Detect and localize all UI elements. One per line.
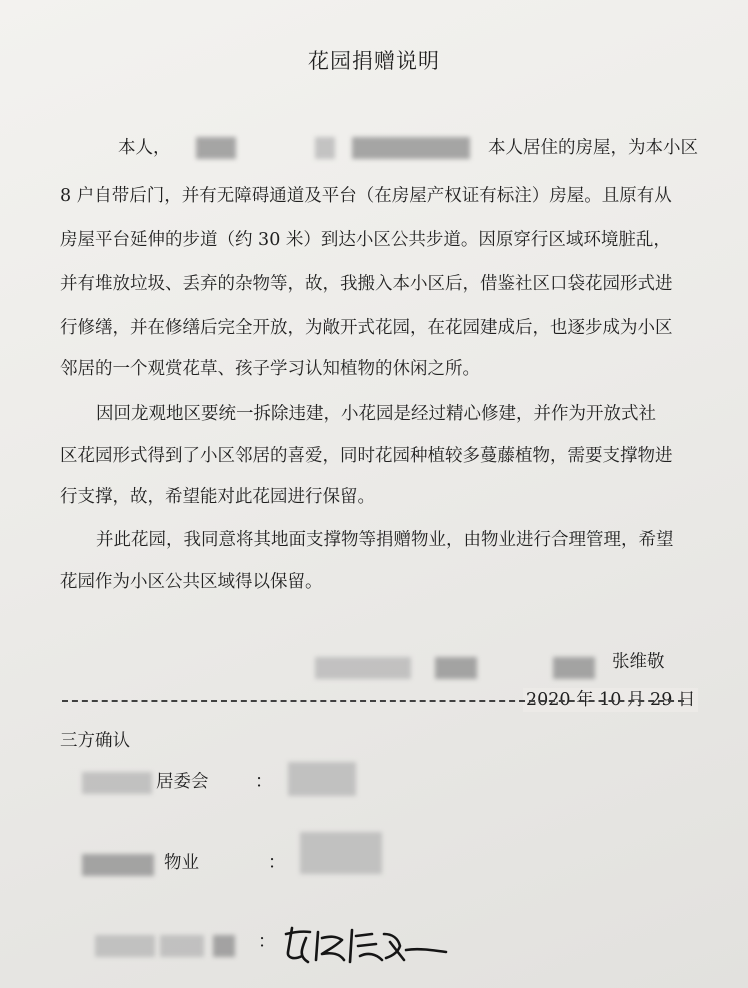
document-title: 花园捐赠说明 <box>308 49 440 73</box>
redacted-block <box>352 137 470 159</box>
party-committee-label: 居委会 <box>156 772 209 792</box>
paragraph-2-line-3: 行支撑，故，希望能对此花园进行保留。 <box>60 487 375 507</box>
colon: ： <box>258 932 276 952</box>
colon: ： <box>255 772 273 792</box>
paragraph-1-line-4: 并有堆放垃圾、丢弃的杂物等，故，我搬入本小区后，借鉴社区口袋花园形式进 <box>60 274 673 294</box>
paragraph-3-line-2: 花园作为小区公共区域得以保留。 <box>60 572 323 592</box>
redacted-block <box>196 137 236 159</box>
redacted-block <box>435 657 477 679</box>
redacted-block <box>82 854 154 876</box>
signer-name: 张维敬 <box>612 652 665 672</box>
handwritten-signature-icon <box>272 922 452 970</box>
colon: ： <box>268 853 286 873</box>
redacted-block <box>95 935 155 957</box>
redacted-block <box>315 137 335 159</box>
redacted-block <box>160 935 204 957</box>
paragraph-1-line-3: 房屋平台延伸的步道（约 30 米）到达小区公共步道。因原穿行区域环境脏乱， <box>60 230 671 250</box>
redacted-block <box>553 657 595 679</box>
party-property-label: 物业 <box>164 853 199 873</box>
redacted-block <box>82 772 152 794</box>
confirm-title: 三方确认 <box>60 731 130 751</box>
paragraph-1-line-1b: 本人居住的房屋，为本小区 <box>488 138 698 158</box>
paragraph-1-line-2: 8 户自带后门，并有无障碍通道及平台（在房屋产权证有标注）房屋。且原有从 <box>60 186 672 206</box>
redacted-signature <box>300 832 382 874</box>
redacted-block <box>315 657 411 679</box>
paragraph-3-line-1: 并此花园，我同意将其地面支撑物等捐赠物业，由物业进行合理管理，希望 <box>96 530 674 550</box>
paragraph-1-line-5: 行修缮，并在修缮后完全开放，为敞开式花园，在花园建成后，也逐步成为小区 <box>60 318 673 338</box>
dashed-divider <box>62 700 684 702</box>
redacted-block <box>213 935 235 957</box>
signature-date: 2020 年 10 月 29 日 <box>523 688 698 712</box>
paragraph-1-line-6: 邻居的一个观赏花草、孩子学习认知植物的休闲之所。 <box>60 359 480 379</box>
paragraph-2-line-2: 区花园形式得到了小区邻居的喜爱，同时花园种植较多蔓藤植物，需要支撑物进 <box>60 446 673 466</box>
paragraph-2-line-1: 因回龙观地区要统一拆除违建，小花园是经过精心修建，并作为开放式社 <box>96 404 656 424</box>
redacted-signature <box>288 762 356 796</box>
paragraph-1-line-1a: 本人， <box>118 138 171 158</box>
